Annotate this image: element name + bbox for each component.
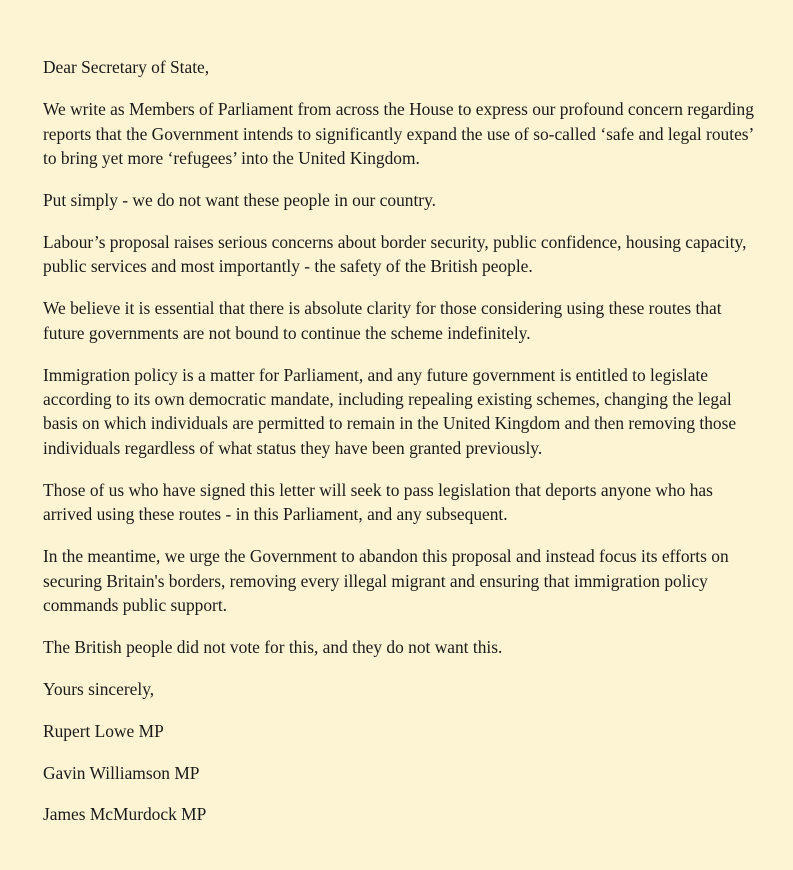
letter-paragraph: Those of us who have signed this letter will seek to pass legislation that deports anyone who has arrived using these routes - in this Parliament, and any subsequent. bbox=[43, 479, 713, 525]
letter-closing: Yours sincerely, bbox=[43, 678, 155, 699]
letter-paragraph: Labour’s proposal raises serious concerns about border security, public confidence, housing capacity, public services and most importantly - the safety of the British people. bbox=[43, 232, 747, 277]
signatory-name: Rupert Lowe MP bbox=[43, 720, 164, 741]
letter-salutation: Dear Secretary of State, bbox=[43, 57, 210, 77]
letter-paragraph: In the meantime, we urge the Government to abandon this proposal and instead focus its efforts on securing Britain's borders, removing every illegal migrant and ensuring that immigration policy commands public support. bbox=[43, 546, 729, 615]
letter-paragraph: We believe it is essential that there is absolute clarity for those considering using these routes that future governments are not bound to continue the scheme indefinitely. bbox=[43, 298, 722, 343]
letter-paragraph: We write as Members of Parliament from across the House to express our profound concern regarding reports that the Government intends to significantly expand the use of so-called ‘safe and legal routes’ to bring yet more ‘refugees’ into the United Kingdom. bbox=[43, 99, 754, 169]
letter-paragraph: Put simply - we do not want these people in our country. bbox=[43, 190, 436, 211]
letter-paragraph: The British people did not vote for this, and they do not want this. bbox=[43, 636, 503, 657]
signatory-name: James McMurdock MP bbox=[43, 804, 207, 825]
letter-paragraph: Immigration policy is a matter for Parliament, and any future government is entitled to legislate according to its own democratic mandate, including repealing existing schemes, changing the legal basis on which individuals are permitted to remain in the United Kingdom and then removing those individuals regardless of what status they have been granted previously. bbox=[43, 364, 737, 458]
signatory-name: Gavin Williamson MP bbox=[43, 762, 200, 783]
